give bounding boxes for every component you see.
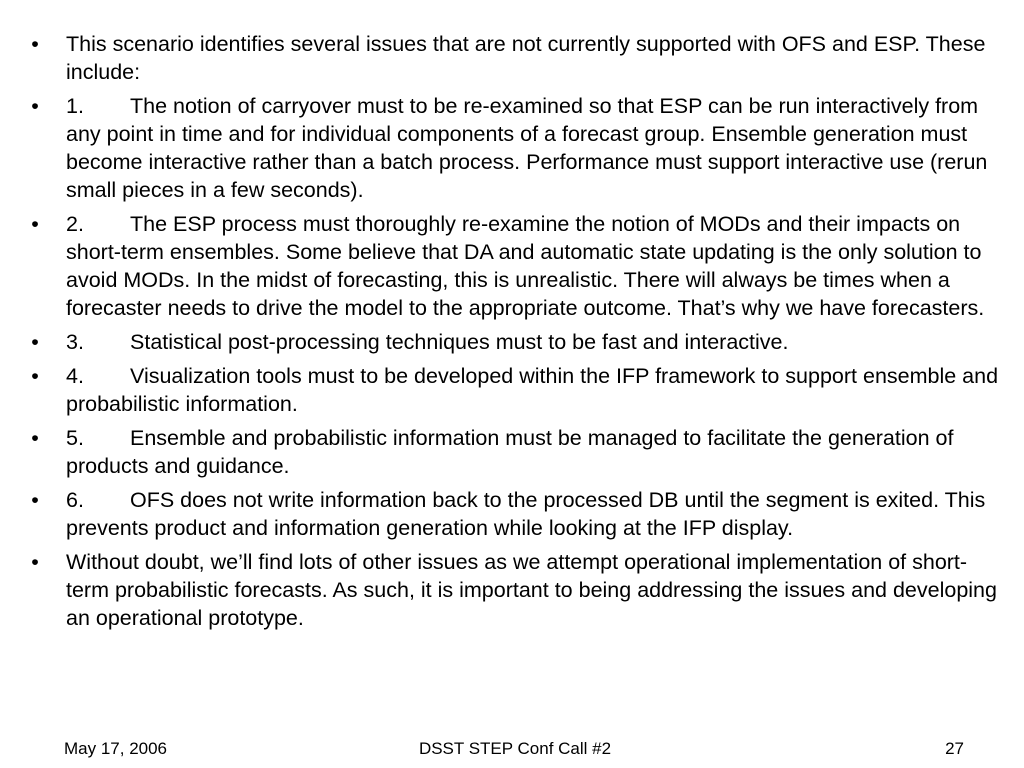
bullet-item [0,424,1024,480]
bullet-number: 6. [66,488,84,512]
bullet-dot-icon: • [31,32,39,56]
bullet-item [0,486,1024,542]
footer-title: DSST STEP Conf Call #2 [418,739,612,758]
bullet-number: 4. [66,364,84,388]
bullet-dot-icon: • [31,94,39,118]
bullet-item [0,92,1024,204]
bullet-list [0,30,1024,638]
bullet-number: 1. [66,94,84,118]
bullet-dot-icon: • [31,550,39,574]
bullet-item [0,362,1024,418]
bullet-text: Ensemble and probabilistic information must be managed to facilitate the generation of products and guidance. [66,426,954,478]
bullet-dot-icon: • [31,330,39,354]
bullet-item [0,210,1024,322]
bullet-text: The notion of carryover must to be re-examined so that ESP can be run interactively from any point in time and for individual components of a forecast group. Ensemble generation must become interactive rather than a batch process. Performance must support interactive use (rerun small pieces in a few seconds). [66,94,988,202]
footer-date: May 17, 2006 [64,739,168,758]
bullet-text: OFS does not write information back to the processed DB until the segment is exited. This prevents product and information generation while looking at the IFP display. [66,488,986,540]
bullet-dot-icon: • [31,212,39,236]
bullet-dot-icon: • [31,426,39,450]
bullet-number: 3. [66,330,84,354]
bullet-item [0,548,1024,632]
footer-page-number: 27 [945,739,964,758]
bullet-dot-icon: • [31,364,39,388]
bullet-dot-icon: • [31,488,39,512]
bullet-text: Visualization tools must to be developed within the IFP framework to support ensemble and probabilistic information. [66,364,999,416]
bullet-text: Statistical post-processing techniques must to be fast and interactive. [130,330,789,354]
bullet-text: The ESP process must thoroughly re-examine the notion of MODs and their impacts on short-term ensembles. Some believe that DA and automatic state updating is the only solution to avoid MODs. In the midst of forecasting, this is unrealistic. There will always be times when a forecaster needs to drive the model to the appropriate outcome. That’s why we have forecasters. [66,212,985,320]
bullet-item [0,328,1024,356]
bullet-number: 5. [66,426,84,450]
bullet-text: Without doubt, we’ll find lots of other issues as we attempt operational implementation of short-term probabilistic forecasts. As such, it is important to being addressing the issues and developing an operational prototype. [66,550,997,630]
bullet-item [0,30,1024,86]
bullet-number: 2. [66,212,84,236]
bullet-text: This scenario identifies several issues that are not currently supported with OFS and ESP. These include: [66,32,986,84]
